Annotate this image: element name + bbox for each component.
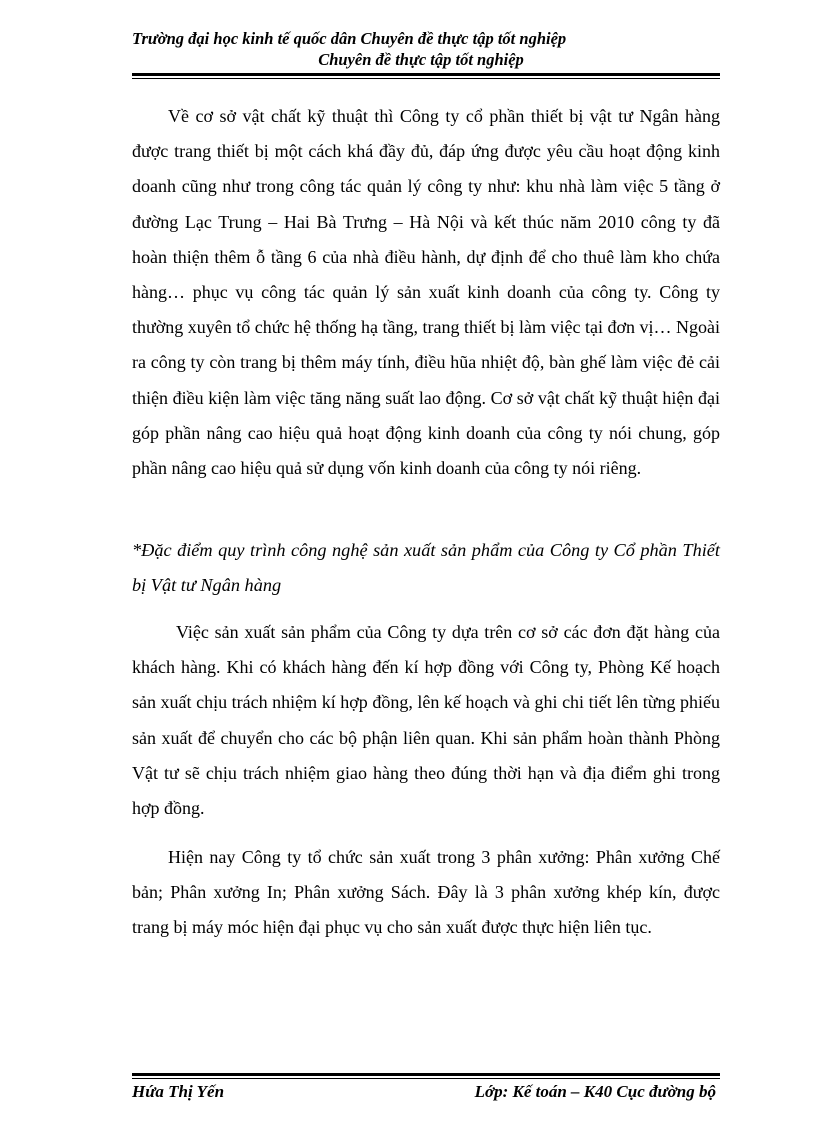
header-divider — [132, 73, 720, 76]
header-title-line-1: Trường đại học kinh tế quốc dân Chuyên đề thực tập tốt nghiệp — [132, 29, 567, 48]
footer-divider-thin — [132, 1078, 720, 1079]
footer-divider — [132, 1073, 720, 1076]
header-title-line-2: Chuyên đề thực tập tốt nghiệp — [318, 50, 524, 69]
header-divider-thin — [132, 78, 720, 79]
footer-class: Lớp: Kế toán – K40 Cục đường bộ — [474, 1082, 716, 1101]
page-header — [132, 28, 722, 70]
paragraph-facilities: Về cơ sở vật chất kỹ thuật thì Công ty cổ phần thiết bị vật tư Ngân hàng được trang thiết bị một cách khá đầy đủ, đáp ứng được yêu cầu hoạt động kinh doanh cũng như trong công tác quản lý công ty như: khu nhà làm việc 5 tầng ở đường Lạc Trung – Hai Bà Trưng – Hà Nội và kết thúc năm 2010 công ty đã hoàn thiện thêm ỗ tầng 6 của nhà điều hành, dự định để cho thuê làm kho chứa hàng… phục vụ công tác quản lý sản xuất kinh doanh của công ty. Công ty thường xuyên tổ chức hệ thống hạ tầng, trang thiết bị làm việc tại đơn vị… Ngoài ra công ty còn trang bị thêm máy tính, điều hũa nhiệt độ, bàn ghế làm việc đẻ cải thiện điều kiện làm việc tăng năng suất lao động. Cơ sở vật chất kỹ thuật hiện đại góp phần nâng cao hiệu quả hoạt động kinh doanh của công ty nói chung, góp phần nâng cao hiệu quả sử dụng vốn kinh doanh của công ty nói riêng. — [132, 106, 720, 479]
footer-author: Hứa Thị Yến — [132, 1082, 225, 1101]
paragraph-production-process: Việc sản xuất sản phẩm của Công ty dựa trên cơ sở các đơn đặt hàng của khách hàng. Khi có khách hàng đến kí hợp đồng với Công ty, Phòng Kế hoạch sản xuất chịu trách nhiệm kí hợp đồng, lên kế hoạch và ghi chi tiết lên từng phiếu sản xuất để chuyển cho các bộ phận liên quan. Khi sản phẩm hoàn thành Phòng Vật tư sẽ chịu trách nhiệm giao hàng theo đúng thời hạn và địa điểm ghi trong hợp đồng. — [132, 622, 720, 819]
section-heading: *Đặc điểm quy trình công nghệ sản xuất sản phẩm của Công ty Cổ phần Thiết bị Vật tư Ngân hàng — [132, 540, 720, 595]
paragraph-workshops: Hiện nay Công ty tổ chức sản xuất trong 3 phân xưởng: Phân xưởng Chế bản; Phân xưởng In; Phân xưởng Sách. Đây là 3 phân xưởng khép kín, được trang bị máy móc hiện đại phục vụ cho sản xuất được thực hiện liên tục. — [132, 847, 720, 938]
